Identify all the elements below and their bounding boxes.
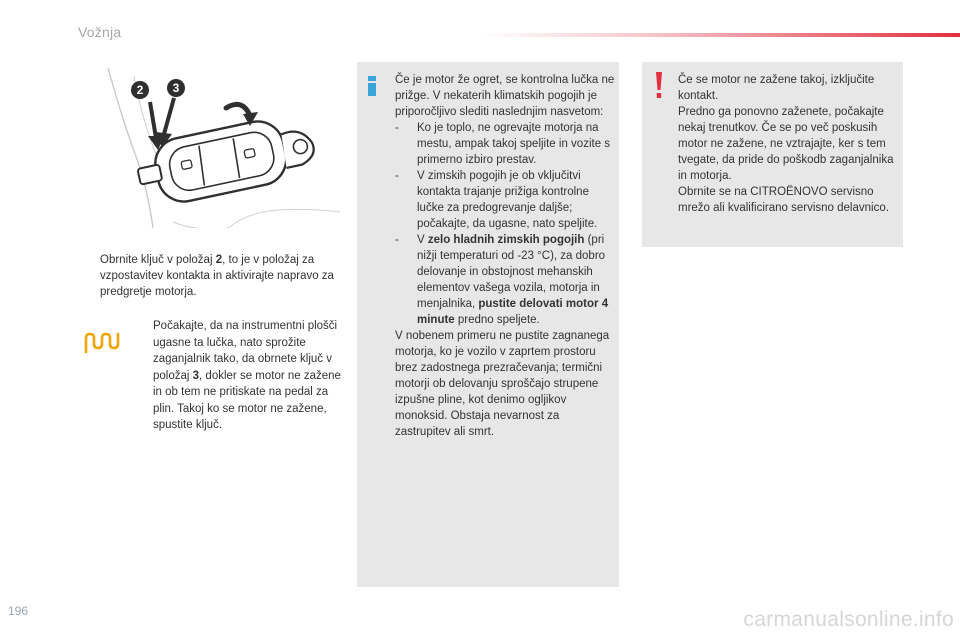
section-title: Vožnja [78,24,122,40]
ignition-key-illustration [78,62,340,228]
warning-box [642,62,903,247]
info-content [395,72,617,440]
info-emphasis: pustite delovati motor 4 minute [417,298,609,326]
info-list-item: - V zelo hladnih zimskih pogojih (pri nižji temperaturi od -23 °C), za dobro delovanje in obstojnost mehanskih elementov vašega vozila, motorja in menjalnika, pustite delovati motor 4 minute predno speljete. [395,234,609,326]
info-list-item: - Ko je toplo, ne ogrevajte motorja na mestu, ampak takoj speljite in vozite s primerno izbiro prestav. [395,122,611,166]
info-outro: V nobenem primeru ne pustite zagnanega motorja, ko je vozilo v zaprtem prostoru brez zadostnega prezračevanja; termični motorji ob delovanju sproščajo strupene izpušne pline, kot denimo ogljikov monoksid. Obstaja nevarnost za zastrupitev ali smrt. [395,330,610,438]
info-list-item: - V zimskih pogojih je ob vključitvi kontakta trajanje prižiga kontrolne lučke za predogrevanje daljše; počakajte, da ugasne, nato speljite. [395,170,598,230]
page-number: 196 [8,604,29,618]
info-list-text: V [417,234,428,246]
warning-content [678,72,900,216]
info-list-text: Ko je toplo, ne ogrevajte motorja na mestu, ampak takoj speljite in vozite s primerno izbiro prestav. [417,122,611,166]
position-3-label: 3 [172,81,180,95]
step-text-part: Počakajte, da na instrumentni plošči ugasne ta lučka, nato sprožite zaganjalnik tako, da obrnete ključ v položaj [153,320,338,382]
position-2-label: 2 [136,83,144,97]
step-text-part: Obrnite ključ v položaj [100,254,216,266]
step-text [144,318,344,434]
exclamation-icon [656,72,662,98]
step-text-part: , to je v položaj za vzpostavitev kontakta in aktivirajte napravo za predgretje motorja. [100,254,334,298]
info-box [357,62,619,587]
preheat-glow-plug-icon [82,330,122,356]
warning-paragraph: Predno ga ponovno zaženete, počakajte nekaj trenutkov. Če se po več poskusih motor ne zažene, ne vztrajajte, ker s tem tvegate, da pride do poškodb zaganjalnika in motorja. [678,106,894,182]
warning-paragraph: Če se motor ne zažene takoj, izključite kontakt. [678,74,875,102]
warning-paragraph: Obrnite se na CITROËNOVO servisno mrežo ali kvalificirano servisno delavnico. [678,186,889,214]
header-accent-bar [480,33,960,37]
info-intro: Če je motor že ogret, se kontrolna lučka ne prižge. V nekaterih klimatskih pogojih je priporočljivo slediti naslednjim nasvetom: [395,74,615,118]
info-list-text: V zimskih pogojih je ob vključitvi kontakta trajanje prižiga kontrolne lučke za predogrevanje daljše; počakajte, da ugasne, nato speljite. [417,170,598,230]
info-icon [365,76,379,96]
step-text-part: , dokler se motor ne zažene in ob tem ne pritiskate na pedal za plin. Takoj ko se motor ne zažene, spustite ključ. [153,369,341,431]
step-text [88,252,344,300]
key-position-number: 3 [192,369,200,382]
key-position-number: 2 [215,254,223,266]
step-wait-and-start [144,318,344,434]
watermark: carmanualsonline.info [743,608,954,631]
info-list-text: (pri nižji temperaturi od -23 °C), za dobro delovanje in obstojnost mehanskih elementov vašega vozila, motorja in menjalnika, [417,234,606,310]
info-list-text: predno speljete. [454,314,540,326]
step-turn-key-position-2 [88,252,344,300]
info-emphasis: zelo hladnih zimskih pogojih [427,234,585,246]
